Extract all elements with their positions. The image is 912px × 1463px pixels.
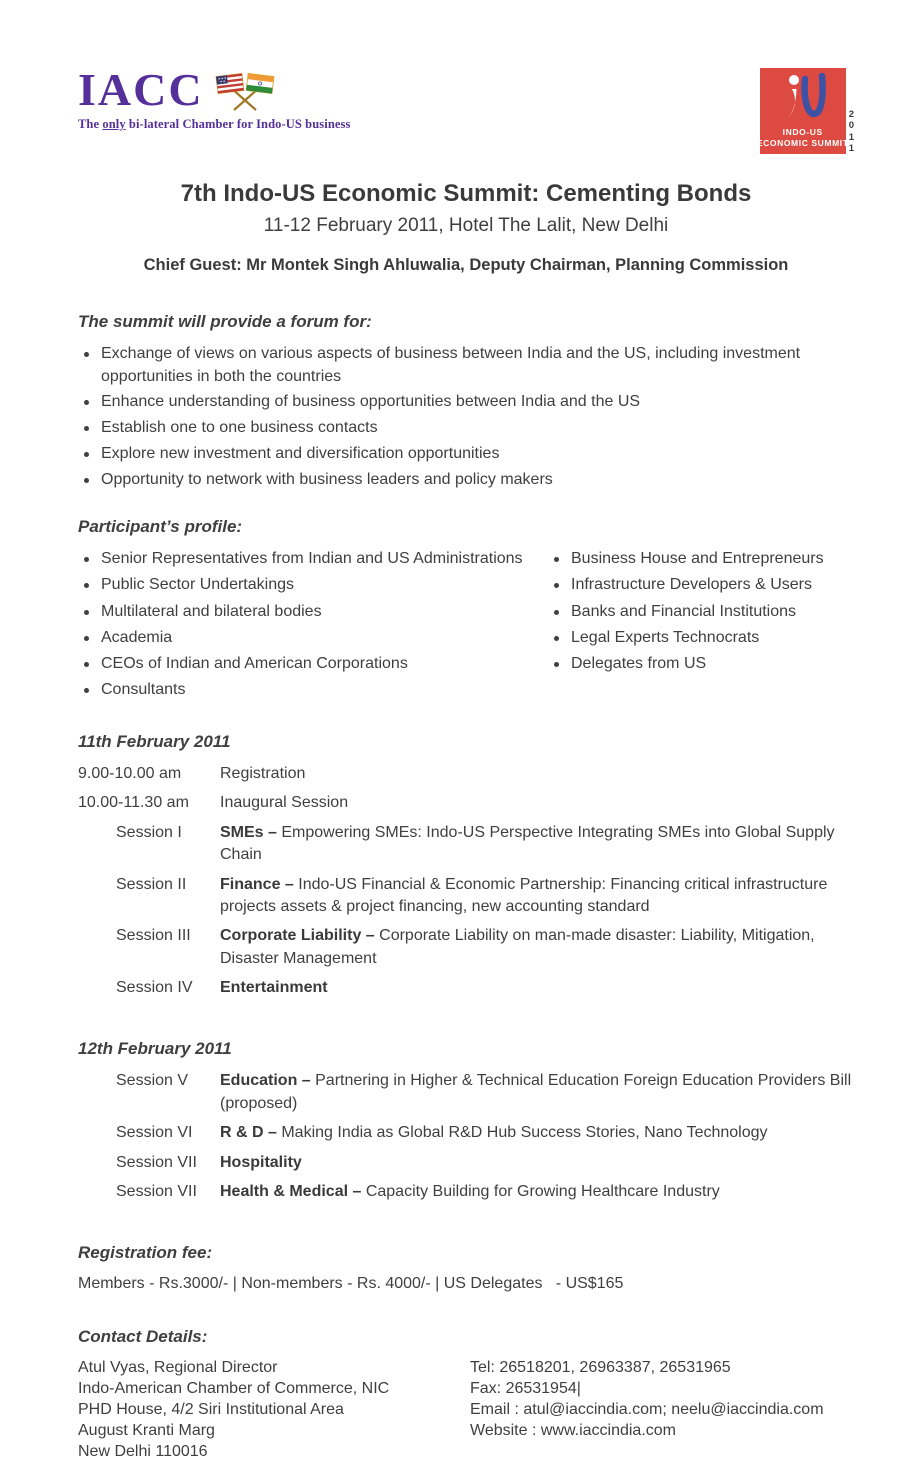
participant-item: Delegates from US: [548, 653, 854, 674]
day1-heading: 11th February 2011: [78, 731, 231, 751]
contact-city: New Delhi 110016: [78, 1443, 208, 1461]
session-label: Session IV: [116, 979, 193, 997]
session-topic: Corporate Liability –: [220, 927, 375, 945]
contact-address-line: August Kranti Marg: [78, 1422, 215, 1440]
participant-item: Senior Representatives from Indian and US Administrations: [78, 548, 548, 569]
contact-tel: Tel: 26518201, 26963387, 26531965: [470, 1359, 731, 1377]
summit-year-digit: 2: [848, 109, 854, 121]
schedule-row: [78, 822, 854, 867]
participant-item: Banks and Financial Institutions: [548, 601, 854, 622]
session-topic: Education –: [220, 1072, 311, 1090]
forum-bullet: Opportunity to network with business leaders and policy makers: [78, 469, 854, 492]
day1-schedule-section: [78, 732, 854, 1000]
schedule-row: [78, 925, 854, 970]
schedule-desc: [220, 822, 854, 867]
participant-item: CEOs of Indian and American Corporations: [78, 653, 548, 674]
forum-bullet: Exchange of views on various aspects of business between India and the US, including investment opportunities in both the countries: [78, 343, 854, 388]
contact-section: [78, 1327, 854, 1463]
day2-heading: 12th February 2011: [78, 1039, 232, 1059]
schedule-desc: [220, 763, 854, 785]
contact-address-line: PHD House, 4/2 Siri Institutional Area: [78, 1401, 344, 1419]
schedule-row: [78, 763, 854, 785]
iacc-logo-text: IACC: [78, 64, 204, 115]
summit-year-digit: 0: [848, 120, 854, 132]
session-label: Session VI: [116, 1124, 193, 1142]
summit-year-digit: 1: [848, 131, 854, 143]
contact-email: Email : atul@iaccindia.com; neelu@iaccindia.com: [470, 1401, 824, 1419]
forum-bullet: Establish one to one business contacts: [78, 417, 854, 440]
event-date-venue: 11-12 February 2011, Hotel The Lalit, New Delhi: [263, 215, 669, 236]
schedule-row: [78, 1122, 854, 1144]
schedule-desc: [220, 874, 854, 919]
session-text: Making India as Global R&D Hub Success Stories, Nano Technology: [276, 1124, 768, 1142]
participant-item: Legal Experts Technocrats: [548, 627, 854, 648]
schedule-desc: [220, 1122, 854, 1144]
participant-item: Business House and Entrepreneurs: [548, 548, 854, 569]
summit-logo: [756, 68, 854, 154]
iacc-tagline-underlined: only: [102, 117, 126, 131]
schedule-desc: [220, 1152, 854, 1174]
session-label: Session V: [116, 1072, 189, 1090]
session-label: Session VII: [116, 1183, 197, 1201]
participants-section: [78, 517, 854, 705]
iacc-tagline: [78, 117, 350, 132]
session-label: Session III: [116, 927, 191, 945]
title-block: [78, 180, 854, 275]
session-label: Session VII: [116, 1153, 197, 1171]
day2-schedule-section: [78, 1039, 854, 1203]
schedule-desc: [220, 1181, 854, 1203]
page-header: [78, 66, 854, 154]
session-text: Indo-US Financial & Economic Partnership: Financing critical infrastructure projects assets & project financing, new accounting standard: [220, 875, 828, 915]
contact-website: Website : www.iaccindia.com: [470, 1422, 676, 1440]
chief-guest-line: Chief Guest: Mr Montek Singh Ahluwalia, Deputy Chairman, Planning Commission: [143, 256, 789, 274]
schedule-desc: [220, 1070, 854, 1115]
summit-logo-box: [756, 68, 849, 154]
participant-item: Multilateral and bilateral bodies: [78, 601, 548, 622]
schedule-desc: [220, 977, 854, 999]
summit-logo-line1: INDO-US: [782, 126, 823, 137]
summit-iu-icon: [777, 72, 829, 124]
session-topic: SMEs –: [220, 823, 277, 841]
fee-section: [78, 1243, 854, 1293]
page-title: 7th Indo-US Economic Summit: Cementing Bonds: [180, 180, 752, 207]
session-topic: R & D –: [220, 1124, 277, 1142]
fee-heading: Registration fee:: [78, 1243, 213, 1263]
participant-item: Public Sector Undertakings: [78, 574, 548, 595]
forum-bullet: Enhance understanding of business opportunities between India and the US: [78, 391, 854, 414]
contact-fax: Fax: 26531954|: [470, 1380, 581, 1398]
session-label: Session II: [116, 875, 187, 893]
session-text: Empowering SMEs: Indo-US Perspective Integrating SMEs into Global Supply Chain: [220, 823, 835, 864]
participant-item: Infrastructure Developers & Users: [548, 574, 854, 595]
contact-comm: [470, 1358, 824, 1463]
session-topic: Finance –: [220, 875, 294, 893]
forum-section: [78, 312, 854, 491]
session-text: Registration: [220, 764, 306, 782]
summit-year: [849, 109, 854, 154]
schedule-desc: [220, 792, 854, 814]
schedule-row: [78, 792, 854, 814]
session-topic: Health & Medical –: [220, 1183, 362, 1201]
summit-year-digit: 1: [848, 142, 854, 154]
forum-bullet: Explore new investment and diversification opportunities: [78, 443, 854, 466]
contact-org: Indo-American Chamber of Commerce, NIC: [78, 1380, 390, 1398]
schedule-desc: [220, 925, 854, 970]
session-text: Inaugural Session: [220, 794, 349, 812]
participant-item: Academia: [78, 627, 548, 648]
participants-heading: Participant’s profile:: [78, 517, 243, 537]
crossed-flags-icon: [214, 68, 276, 114]
fee-line: Members - Rs.3000/- | Non-members - Rs. 4000/- | US Delegates - US$165: [78, 1275, 624, 1293]
participants-left-list: [78, 548, 548, 705]
session-topic: Hospitality: [220, 1153, 302, 1171]
session-topic: Entertainment: [220, 979, 328, 997]
schedule-time: 9.00-10.00 am: [78, 764, 182, 782]
iacc-tagline-post: bi-lateral Chamber for Indo-US business: [125, 117, 351, 131]
session-text: Partnering in Higher & Technical Education Foreign Education Providers Bill (proposed): [220, 1072, 852, 1112]
india-flag: [246, 73, 274, 93]
contact-name: Atul Vyas, Regional Director: [78, 1359, 278, 1377]
schedule-row: [78, 874, 854, 919]
participants-right-list: [548, 548, 854, 705]
schedule-time: 10.00-11.30 am: [78, 794, 189, 812]
schedule-row: [78, 977, 854, 999]
forum-list: [78, 343, 854, 491]
iacc-logo: [78, 66, 350, 132]
us-flag: [216, 73, 244, 93]
schedule-row: [78, 1181, 854, 1203]
session-text: Corporate Liability on man-made disaster: Liability, Mitigation, Disaster Management: [220, 927, 815, 967]
iacc-tagline-pre: The: [78, 117, 103, 131]
contact-heading: Contact Details:: [78, 1327, 208, 1347]
forum-heading: The summit will provide a forum for:: [78, 312, 372, 331]
session-label: Session I: [116, 823, 182, 841]
summit-logo-line2: ECONOMIC SUMMIT: [756, 137, 849, 148]
schedule-row: [78, 1152, 854, 1174]
contact-address: [78, 1358, 470, 1463]
schedule-row: [78, 1070, 854, 1115]
participant-item: Consultants: [78, 679, 548, 700]
session-text: Capacity Building for Growing Healthcare Industry: [361, 1183, 720, 1201]
